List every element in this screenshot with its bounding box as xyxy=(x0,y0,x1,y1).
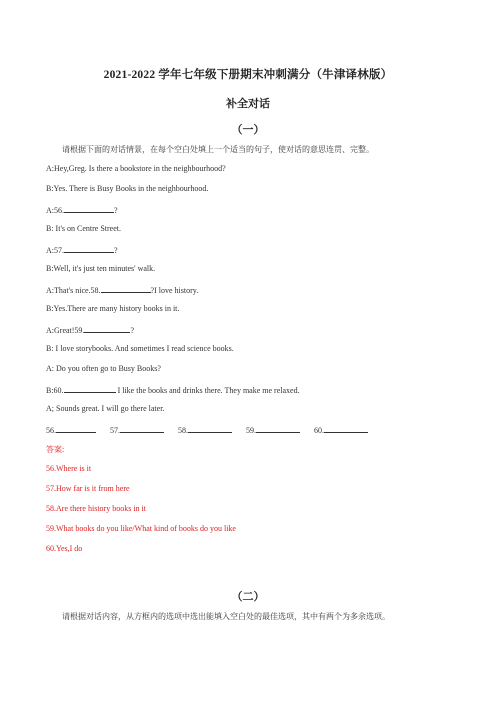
answer-blank[interactable] xyxy=(84,324,130,333)
answer-blank[interactable] xyxy=(120,424,164,433)
document-title: 2021-2022 学年七年级下册期末冲刺满分（牛津译林版） xyxy=(103,69,393,81)
answer-blank[interactable] xyxy=(324,424,368,433)
dialogue-line: A:Hey,Greg. Is there a bookstore in the neighbourhood? xyxy=(46,164,226,173)
dialogue-line: B:Well, it's just ten minutes' walk. xyxy=(46,264,156,273)
section-2-instruction: 请根据对话内容，从方框内的选项中选出能填入空白处的最佳选项，其中有两个为多余选项。 xyxy=(62,612,390,621)
section-1-instruction: 请根据下面的对话情景，在每个空白处填上一个适当的句子，使对话的意思连贯、完整。 xyxy=(62,145,374,154)
answer-blank[interactable] xyxy=(64,384,116,393)
dialogue-line: B:60. I like the books and drinks there. They make me relaxed. xyxy=(46,386,300,395)
answer-item: 58.Are there history books in it xyxy=(46,504,146,513)
answer-blank[interactable] xyxy=(188,424,232,433)
answer-blank[interactable] xyxy=(101,284,151,293)
answer-blanks-row: 56. 57. 58. 59. 60. xyxy=(46,424,380,435)
answer-item: 60.Yes,I do xyxy=(46,544,83,553)
dialogue-line: A:57. ? xyxy=(46,246,118,255)
dialogue-line: B: It's on Centre Street. xyxy=(46,224,121,233)
dialogue-line: B:Yes.There are many history books in it. xyxy=(46,304,180,313)
answer-blank[interactable] xyxy=(256,424,300,433)
section-2-heading: （二） xyxy=(231,591,265,603)
dialogue-line: B: I love storybooks. And sometimes I read science books. xyxy=(46,344,234,353)
section-1-heading: （一） xyxy=(231,124,265,136)
answer-item: 56.Where is it xyxy=(46,464,92,473)
dialogue-line: A:Great!59. ? xyxy=(46,326,134,335)
dialogue-line: A; Sounds great. I will go there later. xyxy=(46,404,165,413)
answer-blank[interactable] xyxy=(64,244,114,253)
answer-item: 57.How far is it from here xyxy=(46,484,130,493)
answer-blank[interactable] xyxy=(64,204,114,213)
dialogue-line: A: Do you often go to Busy Books? xyxy=(46,364,161,373)
answer-label: 答案: xyxy=(46,445,65,454)
dialogue-line: A:56. ? xyxy=(46,206,118,215)
dialogue-line: B:Yes. There is Busy Books in the neighbourhood. xyxy=(46,184,209,193)
document-subtitle: 补全对话 xyxy=(226,98,270,110)
answer-item: 59.What books do you like/What kind of books do you like xyxy=(46,524,236,533)
dialogue-line: A:That's nice.58. ?I love history. xyxy=(46,286,199,295)
answer-blank[interactable] xyxy=(56,424,96,433)
